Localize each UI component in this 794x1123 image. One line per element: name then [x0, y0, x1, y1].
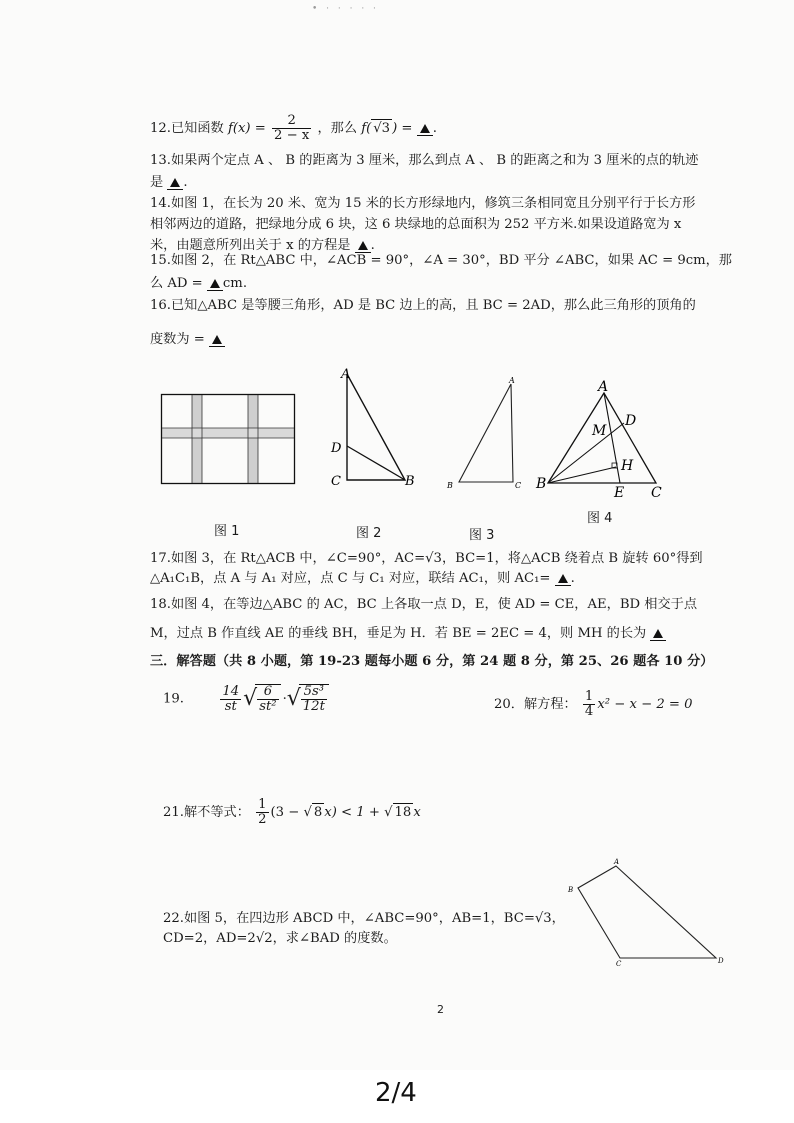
q19-root1-num: 6 — [257, 685, 278, 700]
q21-frac-num: 1 — [258, 797, 267, 812]
q15-end: cm. — [222, 276, 248, 291]
figure-1 — [160, 393, 296, 485]
question-13-line1: 13.如果两个定点 A 、 B 的距离为 3 厘米，那么到点 A 、 B 的距离之和为 3 厘米的点的轨迹 — [150, 153, 699, 168]
figure-2 — [325, 362, 425, 492]
q12-root-value: 3 — [381, 121, 391, 136]
q12-numerator: 2 — [272, 114, 311, 129]
fig2-label-c: C — [331, 474, 341, 489]
answer-triangle-icon — [210, 279, 220, 288]
q12-mid: ，那么 — [317, 121, 358, 136]
answer-triangle-icon — [212, 335, 222, 344]
answer-triangle-icon — [170, 178, 180, 187]
q12-fx: f(x) = — [227, 121, 266, 136]
figure-3 — [445, 374, 525, 490]
q19-fraction — [220, 685, 241, 714]
answer-blank-13[interactable] — [167, 177, 183, 190]
q21-part3: x — [413, 805, 421, 820]
answer-blank-16[interactable] — [209, 334, 225, 347]
q15-prefix: 么 AD = — [150, 276, 203, 291]
fig3-label-b: B — [447, 481, 453, 490]
question-22-line1: 22.如图 5，在四边形 ABCD 中，∠ABC=90°，AB=1，BC=√3， — [163, 911, 565, 926]
q12-prefix: 12.已知函数 — [150, 121, 224, 136]
q19-root-2 — [299, 684, 329, 714]
answer-triangle-icon — [358, 241, 368, 250]
road-vertical-1 — [192, 395, 202, 483]
q13-end: . — [183, 175, 188, 190]
q19-number: 19. — [163, 691, 184, 707]
q12-f3-post: ) — [392, 121, 398, 136]
q12-eq: = — [401, 121, 413, 136]
q12-denominator: 2 − x — [274, 128, 310, 143]
question-19: 19. $\frac{14}{st}$ √ $\frac{6}{\text{st²}}$ ·√ $\frac{\text{5s³}}{12t}$ — [163, 684, 331, 714]
q21-part1: (3 − — [270, 805, 304, 820]
q19-root1-den: st² — [259, 699, 277, 714]
fig2-label-d: D — [331, 441, 342, 456]
field-border — [162, 395, 295, 484]
fig4-label-h: H — [621, 458, 634, 474]
question-12 — [150, 114, 437, 143]
fig5-label-b: B — [568, 886, 574, 894]
q12-fraction — [272, 114, 311, 143]
figure-3-caption: 图 3 — [469, 528, 495, 543]
fig2-label-b: B — [405, 474, 415, 489]
question-16-line2 — [150, 331, 225, 349]
fig4-label-e: E — [614, 485, 625, 499]
answer-triangle-icon — [653, 629, 663, 638]
page-number: 2 — [437, 1003, 444, 1016]
q20-frac-den: 4 — [584, 704, 594, 719]
q17-prefix: △A₁C₁B，点 A 与 A₁ 对应，点 C 与 C₁ 对应，联结 AC₁，则 AC₁= — [150, 571, 551, 586]
figure-4 — [532, 375, 672, 499]
q13-prefix: 是 — [150, 175, 164, 190]
q21-fraction — [256, 798, 268, 827]
question-21: 21.解不等式： $\frac{1}{2}$ (3 − √ 8 x) < 1 + √ 18 x — [163, 797, 421, 827]
fig4-label-c: C — [651, 485, 662, 499]
answer-blank-12[interactable] — [417, 123, 433, 136]
question-18-line2 — [150, 625, 666, 643]
answer-triangle-icon — [558, 574, 568, 583]
question-15-line1: 15.如图 2，在 Rt△ABC 中，∠ACB = 90°，∠A = 30°，BD 平分 ∠ABC，如果 AC = 9cm，那 — [150, 253, 732, 268]
figure-5 — [560, 856, 730, 968]
q21-frac-den: 2 — [258, 812, 267, 827]
fig5-label-c: C — [616, 960, 622, 968]
fig3-label-a: A — [509, 376, 515, 385]
fig5-label-d: D — [718, 957, 724, 965]
road-horizontal — [162, 428, 294, 438]
fig5-label-a: A — [614, 858, 620, 866]
road-vertical-2 — [248, 395, 258, 483]
q14-prefix: 米，由题意所列出关于 x 的方程是 — [150, 238, 351, 253]
fig4-label-m: M — [592, 423, 607, 439]
question-22-line2: CD=2，AD=2√2，求∠BAD 的度数。 — [163, 931, 397, 946]
question-17-line2 — [150, 570, 575, 588]
question-20 — [494, 690, 693, 719]
page-footer: 2/4 — [375, 1078, 417, 1108]
q19-frac-num: 14 — [222, 683, 240, 699]
q20-frac-num: 1 — [584, 689, 594, 704]
fig4-label-a: A — [598, 379, 609, 395]
q12-root: √3 — [373, 121, 391, 136]
q20-prefix: 20．解方程： — [494, 697, 577, 712]
figure-1-caption: 图 1 — [214, 524, 240, 539]
question-14-line1: 14.如图 1，在长为 20 米、宽为 15 米的长方形绿地内，修筑三条相同宽且分别平行于长方形 — [150, 196, 696, 211]
q20-equation: x² − x − 2 = 0 — [597, 697, 693, 712]
q19-frac-den: st — [224, 698, 237, 714]
q21-prefix: 21.解不等式： — [163, 805, 250, 820]
answer-triangle-icon — [420, 124, 430, 133]
q12-end: . — [432, 121, 437, 136]
q21-part2: x) < 1 + — [324, 805, 385, 820]
q21-root1: 8 — [313, 805, 323, 820]
q17-end: . — [570, 571, 575, 586]
question-18-line1: 18.如图 4，在等边△ABC 的 AC，BC 上各取一点 D，E，使 AD = CE，AE，BD 相交于点 — [150, 597, 698, 612]
q20-fraction — [583, 690, 595, 719]
answer-blank-15[interactable] — [207, 278, 223, 291]
fig3-label-c: C — [515, 481, 522, 490]
section-3-heading: 三．解答题（共 8 小题，第 19-23 题每小题 6 分，第 24 题 8 分，第 25、26 题各 10 分） — [150, 654, 714, 669]
fig4-label-d: D — [625, 413, 637, 429]
question-16-line1: 16.已知△ABC 是等腰三角形，AD 是 BC 边上的高，且 BC = 2AD，那么此三角形的顶角的 — [150, 298, 696, 313]
figure-4-caption: 图 4 — [587, 511, 613, 526]
question-14-line2: 相邻两边的道路，把绿地分成 6 块，这 6 块绿地的总面积为 252 平方米.如果设道路宽为 x — [150, 217, 682, 232]
q21-root2: 18 — [394, 805, 412, 820]
fig2-label-a: A — [341, 367, 351, 382]
q19-root-1 — [255, 684, 280, 714]
q16-prefix: 度数为 = — [150, 332, 205, 347]
question-13-line2 — [150, 174, 188, 192]
q12-f3-pre: f( — [361, 121, 372, 136]
header-marks: • · · · · · — [312, 4, 379, 14]
answer-blank-18[interactable] — [650, 628, 666, 641]
q14-end: . — [370, 238, 375, 253]
q19-root2-num: 5s³ — [301, 685, 327, 700]
fig4-label-b: B — [536, 476, 547, 492]
q19-dot: · — [282, 691, 287, 707]
question-17-line1: 17.如图 3，在 Rt△ACB 中，∠C=90°，AC=√3，BC=1，将△ACB 绕着点 B 旋转 60°得到 — [150, 551, 703, 566]
question-15-line2 — [150, 275, 247, 293]
figure-2-caption: 图 2 — [356, 526, 382, 541]
q19-root2-den: 12t — [302, 699, 325, 714]
answer-blank-17[interactable] — [555, 573, 571, 586]
q18-prefix: M，过点 B 作直线 AE 的垂线 BH，垂足为 H．若 BE = 2EC = 4，则 MH 的长为 — [150, 626, 647, 641]
